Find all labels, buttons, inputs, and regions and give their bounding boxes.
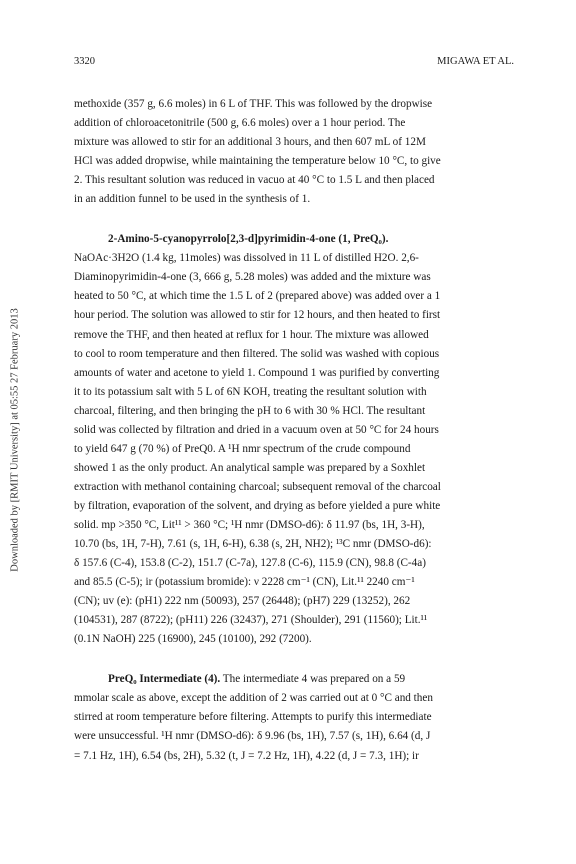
paragraph-1 xyxy=(74,95,518,209)
text-line: mmolar scale as above, except the addition of 2 was carried out at 0 °C and then xyxy=(74,692,433,705)
text-line: charcoal, filtering, and then bringing the pH to 6 with 30 % HCl. The resultant xyxy=(74,404,426,417)
article-body xyxy=(74,95,518,766)
text-line: addition of chloroacetonitrile (500 g, 6.6 moles) over a 1 hour period. The xyxy=(74,117,406,130)
text-line: mixture was allowed to stir for an additional 3 hours, and then 607 mL of 12M xyxy=(74,136,426,149)
text-line: amounts of water and acetone to yield 1. Compound 1 was purified by converting xyxy=(74,366,440,379)
text-line: extraction with methanol containing charcoal; subsequent removal of the charcoal xyxy=(74,480,441,493)
text-line: it to its potassium salt with 5 L of 6N KOH, treating the resultant solution with xyxy=(74,385,427,398)
text-line: Diaminopyrimidin-4-one (3, 666 g, 5.28 moles) was added and the mixture was xyxy=(74,271,431,284)
text-line: NaOAc·3H2O (1.4 kg, 11moles) was dissolved in 11 L of distilled H2O. 2,6- xyxy=(74,252,419,265)
text-line: to cool to room temperature and then filtered. The solid was washed with copious xyxy=(74,347,440,360)
text-line: were unsuccessful. ¹H nmr (DMSO-d6): δ 9.96 (bs, 1H), 7.57 (s, 1H), 6.64 (d, J xyxy=(74,730,431,743)
text-line: 10.70 (bs, 1H, 7-H), 7.61 (s, 1H, 6-H), 6.38 (s, 2H, NH2); ¹³C nmr (DMSO-d6): xyxy=(74,538,432,551)
text-line: solid was collected by filtration and dried in a vacuum oven at 50 °C for 24 hours xyxy=(74,423,439,436)
text-line: to yield 647 g (70 %) of PreQ0. A ¹H nmr spectrum of the crude compound xyxy=(74,442,411,455)
text-line: (104531), 287 (8722); (pH11) 226 (32437), 271 (Shoulder), 291 (11560); Lit.¹¹ xyxy=(74,614,428,627)
text-line: = 7.1 Hz, 1H), 6.54 (bs, 2H), 5.32 (t, J = 7.2 Hz, 1H), 4.22 (d, J = 7.3, 1H); ir xyxy=(74,749,419,762)
paragraph-2 xyxy=(74,230,518,649)
text-line: solid. mp >350 °C, Lit¹¹ > 360 °C; ¹H nmr (DMSO-d6): δ 11.97 (bs, 1H, 3-H), xyxy=(74,518,425,531)
text-line: (0.1N NaOH) 225 (16900), 245 (10100), 292 (7200). xyxy=(74,633,312,646)
section-heading-preq0: 2-Amino-5-cyanopyrrolo[2,3-d]pyrimidin-4-one (1, PreQ₀). xyxy=(108,233,389,246)
section-heading-intermediate: PreQ₀ Intermediate (4). xyxy=(108,673,221,686)
download-watermark xyxy=(4,240,26,640)
text-line: (CN); uv (e): (pH1) 222 nm (50093), 257 (26448); (pH7) 229 (13252), 262 xyxy=(74,595,411,608)
text-line: in an addition funnel to be used in the synthesis of 1. xyxy=(74,193,311,206)
text-line: by filtration, evaporation of the solvent, and drying as before yielded a pure white xyxy=(74,499,441,512)
text-fragment: The intermediate 4 was prepared on a 59 xyxy=(220,673,406,686)
running-head: MIGAWA ET AL. xyxy=(437,56,514,67)
text-line: δ 157.6 (C-4), 153.8 (C-2), 151.7 (C-7a), 127.8 (C-6), 115.9 (CN), 98.8 (C-4a) xyxy=(74,557,426,570)
paragraph-3-first-line xyxy=(74,670,518,689)
text-line: HCl was added dropwise, while maintaining the temperature below 10 °C, to give xyxy=(74,155,441,168)
text-line: hour period. The solution was allowed to stir for 12 hours, and then heated to first xyxy=(74,309,441,322)
page-number: 3320 xyxy=(74,56,95,67)
text-line: 2. This resultant solution was reduced in vacuo at 40 °C to 1.5 L and then placed xyxy=(74,174,435,187)
download-watermark-text: Downloaded by [RMIT University] at 05:55 27 February 2013 xyxy=(9,308,21,572)
text-line: remove the THF, and then heated at reflux for 1 hour. The mixture was allowed xyxy=(74,328,429,341)
text-line: and 85.5 (C-5); ir (potassium bromide): ν 2228 cm⁻¹ (CN), Lit.¹¹ 2240 cm⁻¹ xyxy=(74,576,415,589)
text-line: stirred at room temperature before filtering. Attempts to purify this intermediate xyxy=(74,711,432,724)
paragraph-3 xyxy=(74,670,518,765)
text-line: methoxide (357 g, 6.6 moles) in 6 L of THF. This was followed by the dropwise xyxy=(74,98,433,110)
text-line: showed 1 as the only product. An analytical sample was prepared by a Soxhlet xyxy=(74,461,426,474)
text-line: heated to 50 °C, at which time the 1.5 L of 2 (prepared above) was added over a 1 xyxy=(74,290,441,303)
